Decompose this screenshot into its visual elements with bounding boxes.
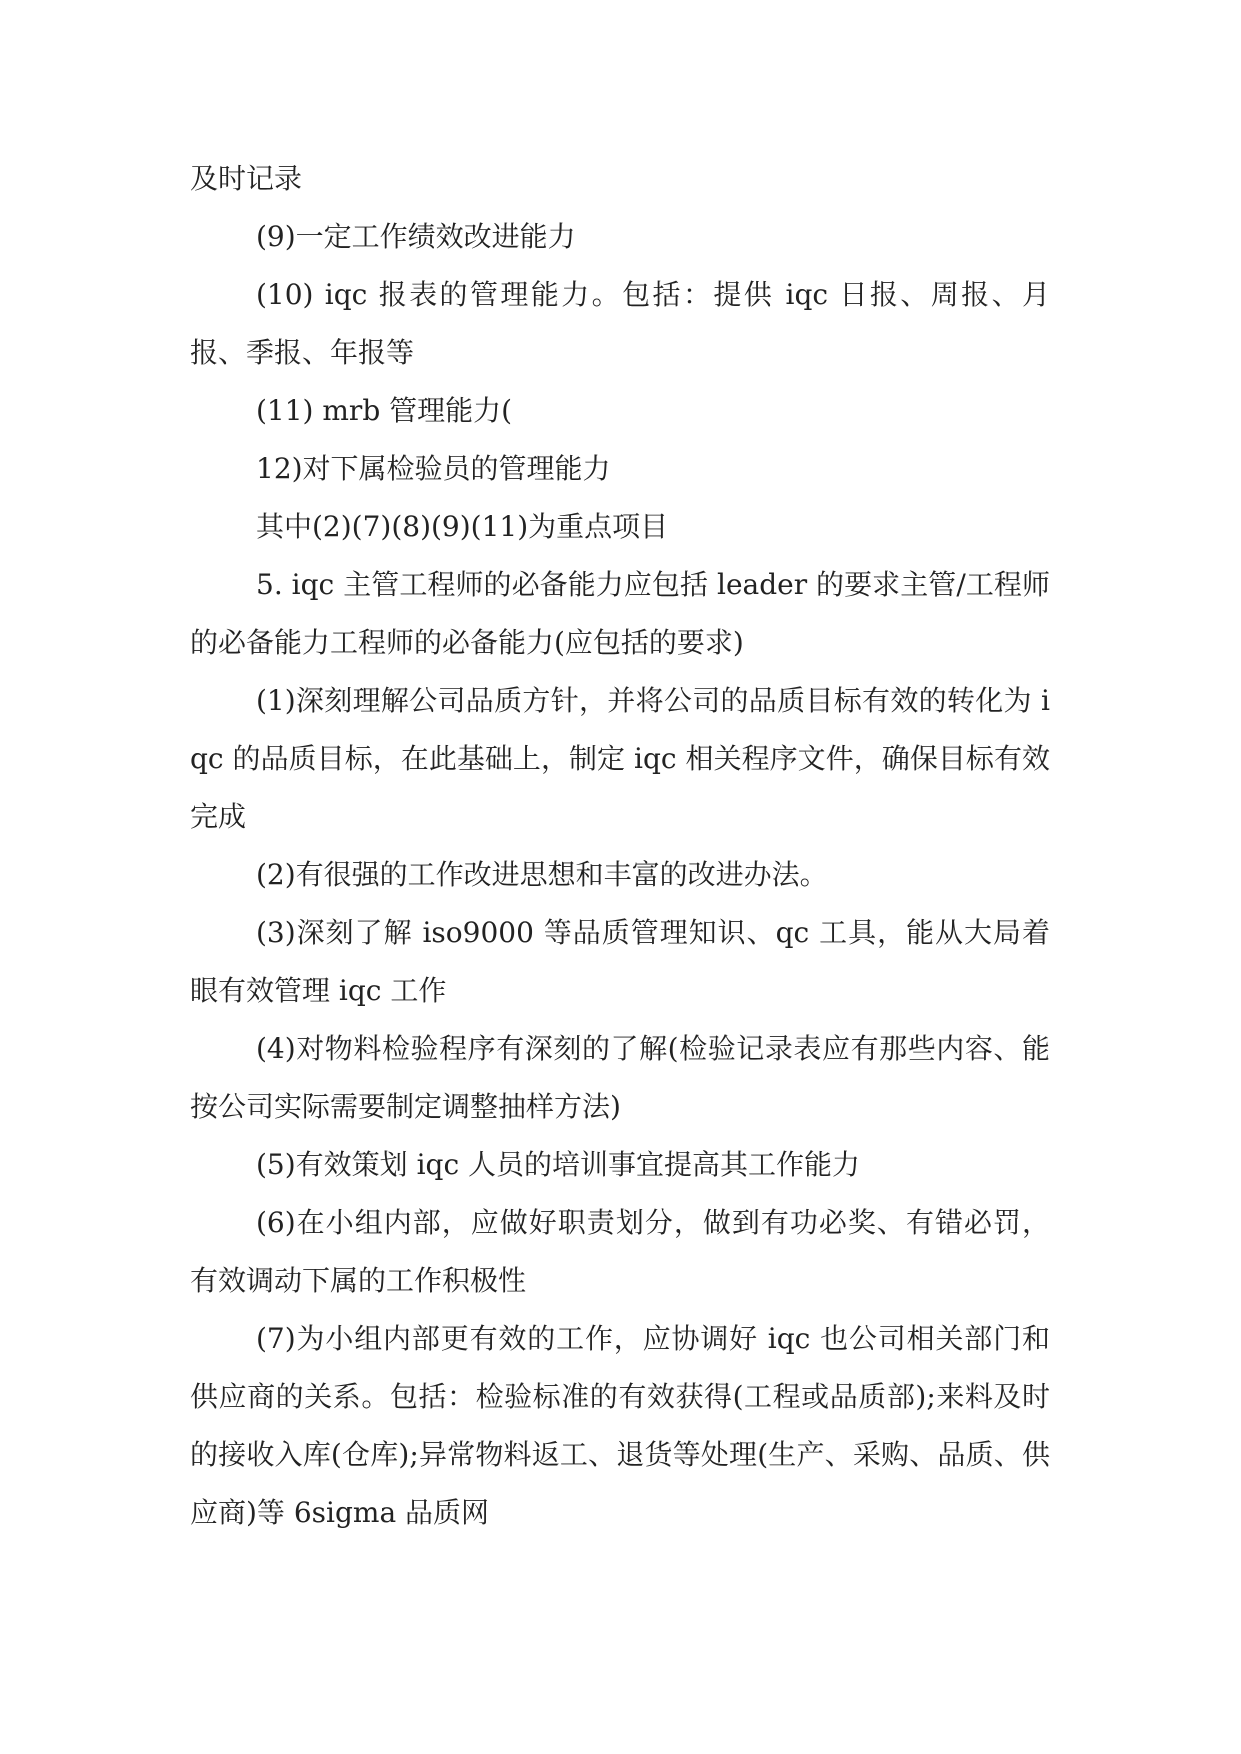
paragraph: (11) mrb 管理能力( bbox=[256, 394, 513, 427]
paragraph: (10) iqc 报表的管理能力。包括：提供 iqc 日报、周报、月报、季报、年报等 bbox=[190, 278, 1050, 369]
paragraph: 5. iqc 主管工程师的必备能力应包括 leader 的要求主管/工程师的必备能力工程师的必备能力(应包括的要求) bbox=[190, 568, 1050, 659]
document-body bbox=[190, 150, 1050, 1542]
paragraph: (6)在小组内部，应做好职责划分，做到有功必奖、有错必罚，有效调动下属的工作积极性 bbox=[190, 1206, 1050, 1297]
paragraph: 及时记录 bbox=[190, 162, 303, 195]
paragraph: (2)有很强的工作改进思想和丰富的改进办法。 bbox=[256, 858, 828, 891]
paragraph: (9)一定工作绩效改进能力 bbox=[256, 220, 576, 253]
paragraph: 12)对下属检验员的管理能力 bbox=[256, 452, 611, 485]
paragraph: (3)深刻了解 iso9000 等品质管理知识、qc 工具，能从大局着眼有效管理 iqc 工作 bbox=[190, 916, 1050, 1007]
paragraph: (7)为小组内部更有效的工作，应协调好 iqc 也公司相关部门和供应商的关系。包括：检验标准的有效获得(工程或品质部);来料及时的接收入库(仓库);异常物料返工、退货等处理(生产、采购、品质、供应商)等 6sigma 品质网 bbox=[190, 1322, 1050, 1529]
paragraph: (4)对物料检验程序有深刻的了解(检验记录表应有那些内容、能按公司实际需要制定调整抽样方法) bbox=[190, 1032, 1050, 1123]
paragraph: 其中(2)(7)(8)(9)(11)为重点项目 bbox=[256, 510, 669, 543]
paragraph: (1)深刻理解公司品质方针，并将公司的品质目标有效的转化为 iqc 的品质目标，在此基础上，制定 iqc 相关程序文件，确保目标有效完成 bbox=[190, 684, 1050, 833]
paragraph: (5)有效策划 iqc 人员的培训事宜提高其工作能力 bbox=[256, 1148, 861, 1181]
